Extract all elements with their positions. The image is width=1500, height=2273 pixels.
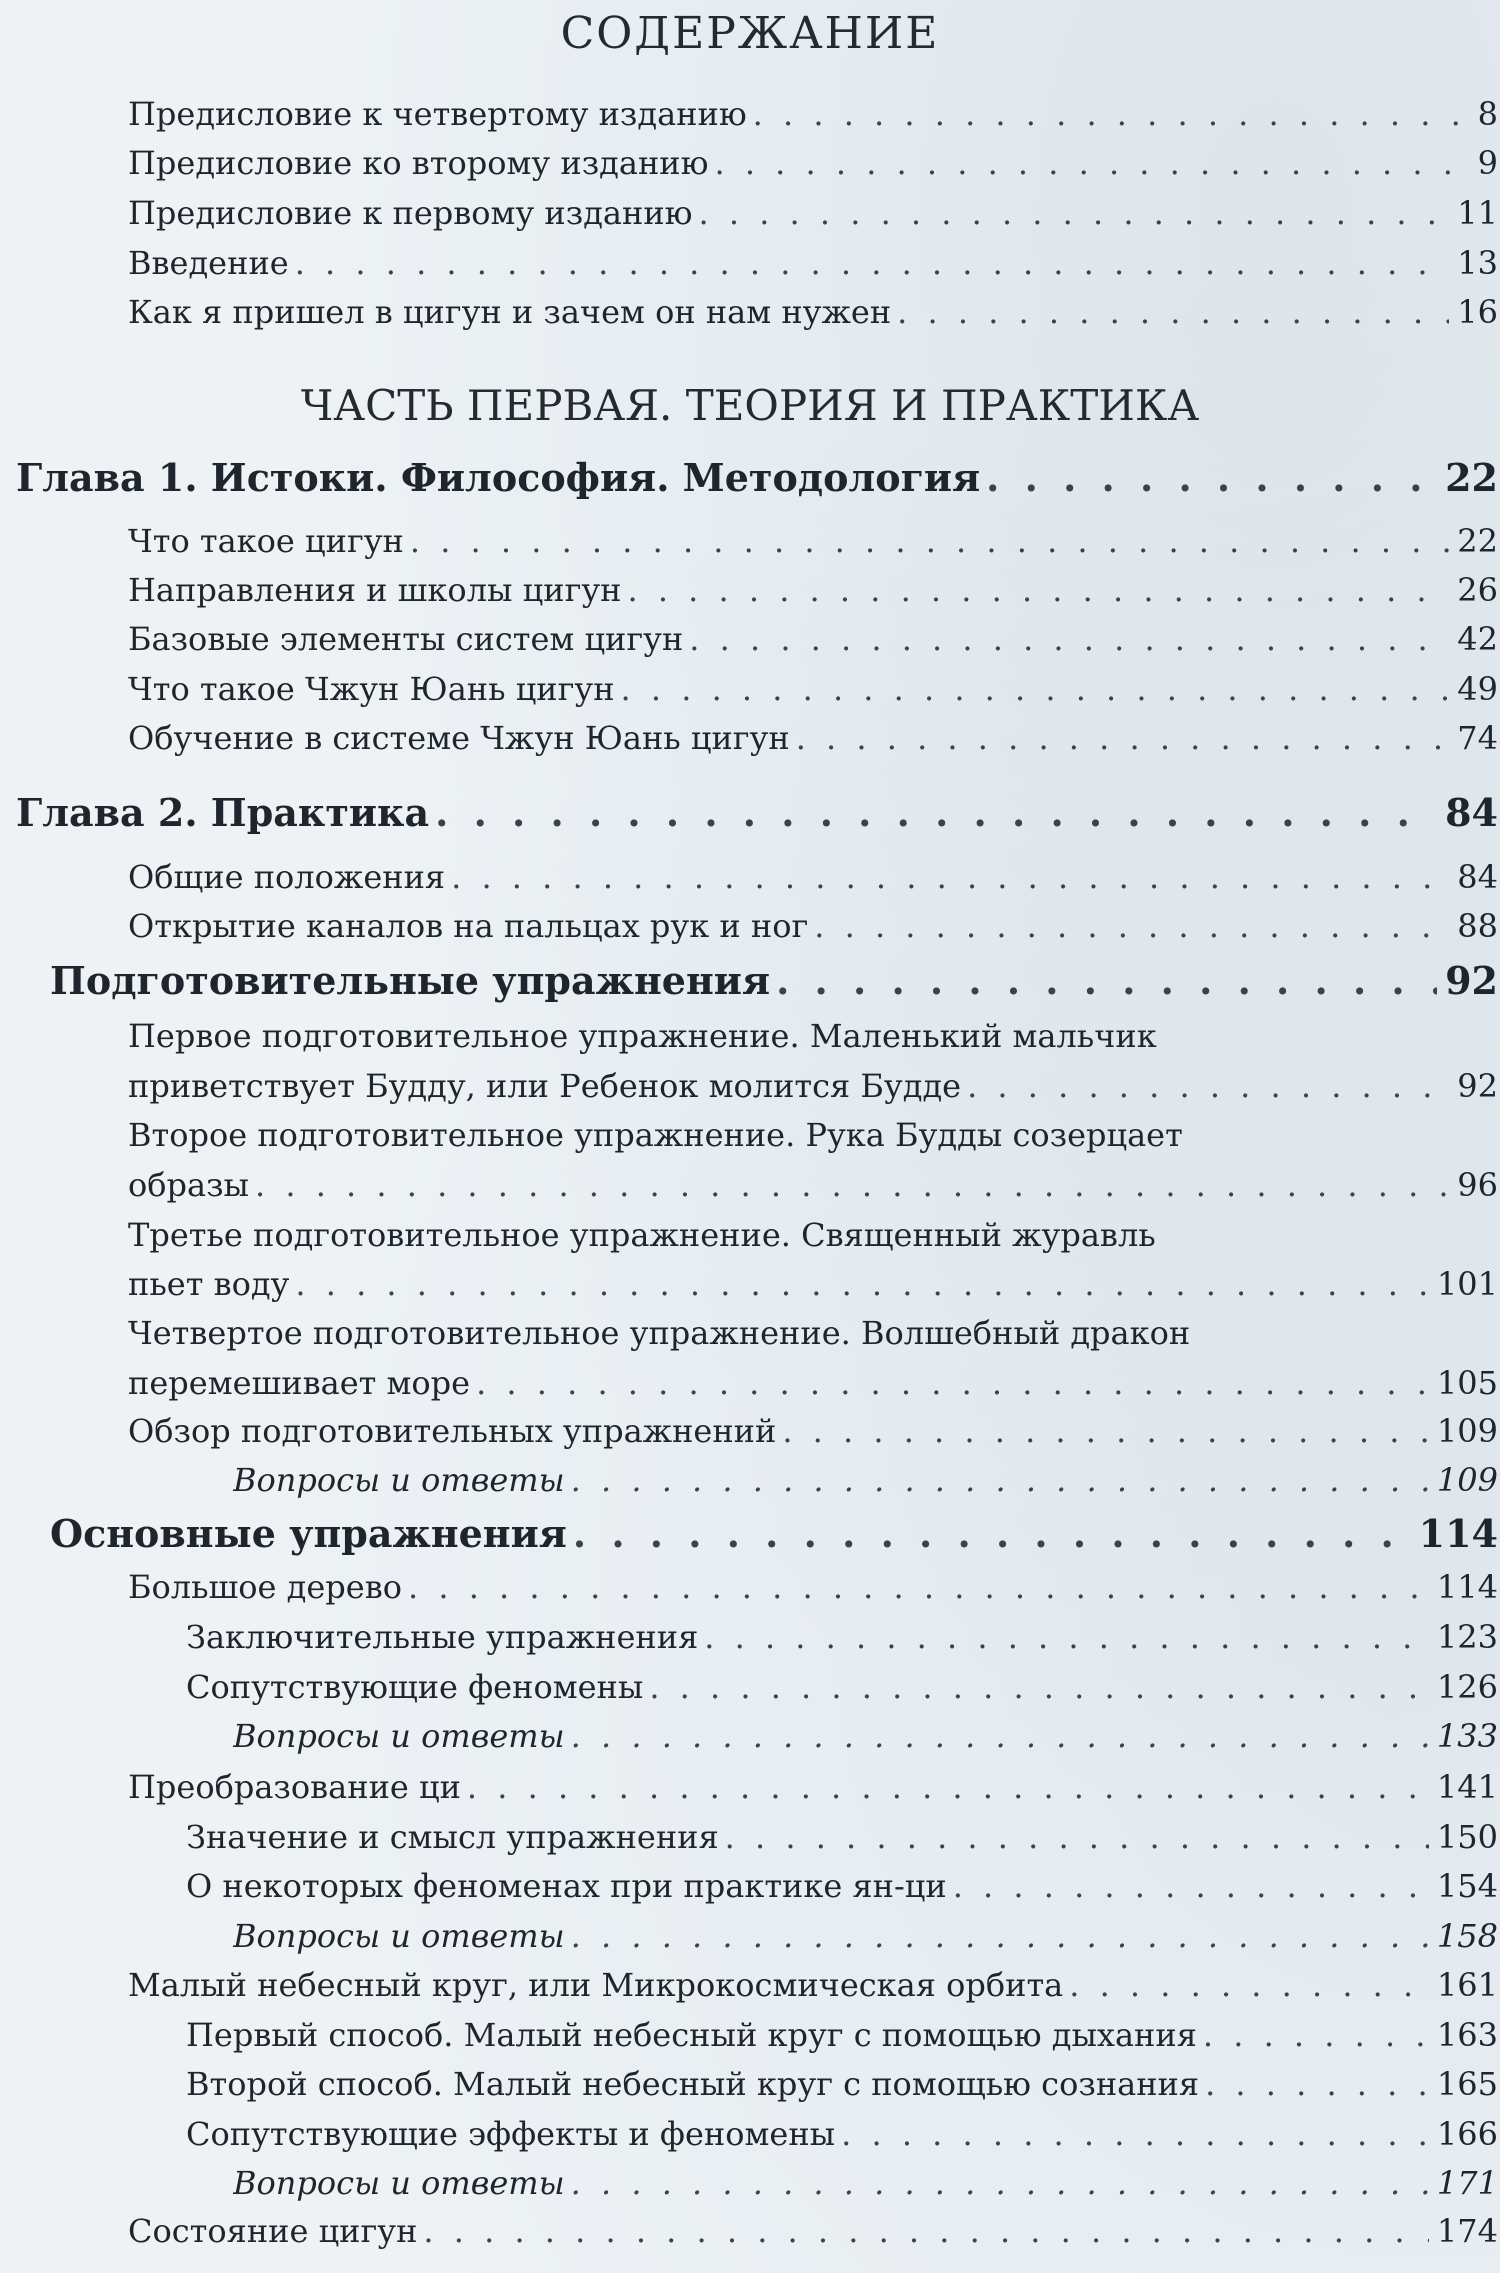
toc-entry bbox=[128, 194, 1498, 232]
chapter-page: 84 bbox=[1445, 790, 1498, 835]
toc-entry-title: Вопросы и ответы bbox=[233, 1917, 565, 1955]
toc-entry-title: Сопутствующие феномены bbox=[186, 1668, 644, 1706]
toc-entry-title: Предисловие ко второму изданию bbox=[128, 144, 709, 182]
toc-entry-title: Направления и школы цигун bbox=[128, 571, 622, 609]
toc-entry bbox=[186, 2065, 1498, 2103]
toc-entry-title: Состояние цигун bbox=[128, 2212, 418, 2250]
toc-entry bbox=[128, 2212, 1498, 2250]
dot-leader bbox=[295, 244, 1450, 282]
toc-entry-title: Общие положения bbox=[128, 858, 446, 896]
toc-entry-page: 26 bbox=[1457, 571, 1498, 609]
toc-entry-page: 165 bbox=[1436, 2065, 1498, 2103]
dot-leader bbox=[571, 1717, 1429, 1755]
toc-entry-page: 74 bbox=[1457, 719, 1498, 757]
toc-entry bbox=[128, 670, 1498, 708]
toc-entry-page: 161 bbox=[1436, 1966, 1498, 2004]
section-entry bbox=[50, 1511, 1498, 1556]
dot-leader bbox=[704, 1618, 1429, 1656]
dot-leader bbox=[649, 1668, 1429, 1706]
toc-entry-title: Как я пришел в цигун и зачем он нам нужен bbox=[128, 293, 892, 331]
toc-entry-title: Открытие каналов на пальцах рук и ног bbox=[128, 907, 809, 945]
toc-entry-page: 166 bbox=[1436, 2115, 1498, 2153]
dot-leader bbox=[255, 1166, 1449, 1204]
toc-entry-page: 9 bbox=[1477, 144, 1498, 182]
section-entry bbox=[50, 958, 1498, 1003]
toc-entry-title: перемешивает море bbox=[128, 1364, 471, 1402]
toc-entry bbox=[233, 1461, 1498, 1499]
dot-leader bbox=[953, 1867, 1429, 1905]
part-title: ЧАСТЬ ПЕРВАЯ. ТЕОРИЯ И ПРАКТИКА bbox=[300, 381, 1200, 430]
dot-leader bbox=[410, 522, 1449, 560]
dot-leader bbox=[451, 858, 1449, 896]
toc-entry bbox=[186, 2016, 1498, 2054]
toc-entry-title-line1: Первое подготовительное упражнение. Маленький мальчик bbox=[128, 1017, 1157, 1055]
dot-leader bbox=[776, 958, 1437, 1003]
dot-leader bbox=[725, 1818, 1429, 1856]
toc-entry-title-line1: Второе подготовительное упражнение. Рука Будды созерцает bbox=[128, 1116, 1183, 1154]
toc-entry-page: 123 bbox=[1436, 1618, 1498, 1656]
section-page: 92 bbox=[1445, 958, 1498, 1003]
toc-entry-page: 105 bbox=[1436, 1364, 1498, 1402]
toc-entry-title: образы bbox=[128, 1166, 250, 1204]
toc-entry-page: 171 bbox=[1436, 2164, 1498, 2202]
dot-leader bbox=[689, 620, 1449, 658]
dot-leader bbox=[435, 790, 1437, 835]
section-title: Основные упражнения bbox=[50, 1511, 567, 1556]
dot-leader bbox=[814, 907, 1449, 945]
toc-entry-page: 150 bbox=[1436, 1818, 1498, 1856]
toc-entry-page: 96 bbox=[1457, 1166, 1498, 1204]
chapter-title: Глава 1. Истоки. Философия. Методология bbox=[16, 455, 981, 500]
dot-leader bbox=[967, 1067, 1449, 1105]
dot-leader bbox=[1069, 1966, 1429, 2004]
toc-entry bbox=[128, 719, 1498, 757]
toc-entry-title: Сопутствующие эффекты и феномены bbox=[186, 2115, 836, 2153]
dot-leader bbox=[476, 1364, 1429, 1402]
toc-entry-page: 13 bbox=[1457, 244, 1498, 282]
dot-leader bbox=[714, 144, 1469, 182]
toc-entry bbox=[128, 907, 1498, 945]
dot-leader bbox=[423, 2212, 1429, 2250]
dot-leader bbox=[571, 2164, 1429, 2202]
contents-title: СОДЕРЖАНИЕ bbox=[560, 8, 940, 59]
toc-entry bbox=[186, 2115, 1498, 2153]
toc-entry bbox=[128, 1568, 1498, 1606]
toc-entry bbox=[128, 522, 1498, 560]
toc-entry-page: 16 bbox=[1457, 293, 1498, 331]
toc-entry-page: 133 bbox=[1436, 1717, 1498, 1755]
toc-entry bbox=[128, 620, 1498, 658]
toc-entry-title: Обзор подготовительных упражнений bbox=[128, 1412, 777, 1450]
toc-entry-title: Малый небесный круг, или Микрокосмическая орбита bbox=[128, 1966, 1064, 2004]
toc-entry-title: Предисловие к первому изданию bbox=[128, 194, 693, 232]
toc-entry bbox=[186, 1668, 1498, 1706]
toc-entry bbox=[128, 1966, 1498, 2004]
dot-leader bbox=[621, 670, 1450, 708]
dot-leader bbox=[467, 1768, 1429, 1806]
toc-entry-page: 109 bbox=[1436, 1461, 1498, 1499]
dot-leader bbox=[699, 194, 1450, 232]
toc-entry-page: 158 bbox=[1436, 1917, 1498, 1955]
dot-leader bbox=[571, 1461, 1429, 1499]
toc-entry-title: Вопросы и ответы bbox=[233, 1461, 565, 1499]
dot-leader bbox=[295, 1265, 1429, 1303]
dot-leader bbox=[986, 455, 1437, 500]
toc-entry-title: Предисловие к четвертому изданию bbox=[128, 95, 747, 133]
toc-entry-title: приветствует Будду, или Ребенок молится Будде bbox=[128, 1067, 962, 1105]
toc-entry-page: 141 bbox=[1436, 1768, 1498, 1806]
toc-entry-title: Обучение в системе Чжун Юань цигун bbox=[128, 719, 790, 757]
toc-entry bbox=[233, 1917, 1498, 1955]
toc-entry bbox=[186, 1618, 1498, 1656]
toc-entry bbox=[128, 293, 1498, 331]
chapter-page: 22 bbox=[1445, 455, 1498, 500]
dot-leader bbox=[796, 719, 1450, 757]
toc-entry bbox=[128, 144, 1498, 182]
toc-entry bbox=[233, 2164, 1498, 2202]
toc-entry-title: Первый способ. Малый небесный круг с помощью дыхания bbox=[186, 2016, 1197, 2054]
toc-entry bbox=[186, 1867, 1498, 1905]
section-title: Подготовительные упражнения bbox=[50, 958, 771, 1003]
chapter-entry bbox=[16, 455, 1498, 500]
toc-entry-title: Вопросы и ответы bbox=[233, 1717, 565, 1755]
toc-entry-page: 49 bbox=[1457, 670, 1498, 708]
toc-entry-page: 163 bbox=[1436, 2016, 1498, 2054]
toc-entry-title: Большое дерево bbox=[128, 1568, 402, 1606]
toc-entry bbox=[128, 1265, 1498, 1303]
toc-entry-page: 88 bbox=[1457, 907, 1498, 945]
dot-leader bbox=[573, 1511, 1411, 1556]
toc-entry-page: 114 bbox=[1436, 1568, 1498, 1606]
toc-entry-page: 92 bbox=[1457, 1067, 1498, 1105]
toc-entry bbox=[128, 95, 1498, 133]
toc-entry-title: Введение bbox=[128, 244, 289, 282]
toc-entry bbox=[128, 1412, 1498, 1450]
dot-leader bbox=[1205, 2065, 1429, 2103]
dot-leader bbox=[841, 2115, 1429, 2153]
toc-entry-page: 42 bbox=[1457, 620, 1498, 658]
toc-entry bbox=[128, 858, 1498, 896]
dot-leader bbox=[1203, 2016, 1429, 2054]
dot-leader bbox=[571, 1917, 1429, 1955]
toc-entry-title: Второй способ. Малый небесный круг с помощью сознания bbox=[186, 2065, 1200, 2103]
toc-entry-page: 101 bbox=[1436, 1265, 1498, 1303]
toc-entry-page: 22 bbox=[1457, 522, 1498, 560]
toc-entry-title: Что такое цигун bbox=[128, 522, 404, 560]
toc-entry bbox=[186, 1818, 1498, 1856]
toc-entry-title: Что такое Чжун Юань цигун bbox=[128, 670, 615, 708]
section-page: 114 bbox=[1418, 1511, 1498, 1556]
toc-entry-title: Вопросы и ответы bbox=[233, 2164, 565, 2202]
toc-entry-title-line1: Четвертое подготовительное упражнение. Волшебный дракон bbox=[128, 1314, 1191, 1352]
toc-entry bbox=[128, 1166, 1498, 1204]
toc-entry-page: 84 bbox=[1457, 858, 1498, 896]
toc-entry-page: 154 bbox=[1436, 1867, 1498, 1905]
chapter-title: Глава 2. Практика bbox=[16, 790, 430, 835]
toc-entry-title: Значение и смысл упражнения bbox=[186, 1818, 719, 1856]
dot-leader bbox=[897, 293, 1449, 331]
toc-entry-page: 11 bbox=[1457, 194, 1498, 232]
toc-entry bbox=[128, 1067, 1498, 1105]
toc-entry-title: Заключительные упражнения bbox=[186, 1618, 699, 1656]
toc-entry bbox=[128, 1364, 1498, 1402]
toc-entry bbox=[233, 1717, 1498, 1755]
dot-leader bbox=[753, 95, 1470, 133]
toc-entry-page: 174 bbox=[1436, 2212, 1498, 2250]
dot-leader bbox=[408, 1568, 1429, 1606]
dot-leader bbox=[627, 571, 1449, 609]
toc-entry bbox=[128, 571, 1498, 609]
toc-entry-title: О некоторых феноменах при практике ян-ци bbox=[186, 1867, 947, 1905]
toc-entry-title-line1: Третье подготовительное упражнение. Священный журавль bbox=[128, 1216, 1156, 1254]
toc-entry-title: Преобразование ци bbox=[128, 1768, 461, 1806]
chapter-entry bbox=[16, 790, 1498, 835]
toc-entry-title: Базовые элементы систем цигун bbox=[128, 620, 684, 658]
toc-entry bbox=[128, 1768, 1498, 1806]
toc-entry-page: 8 bbox=[1477, 95, 1498, 133]
toc-entry-page: 126 bbox=[1436, 1668, 1498, 1706]
dot-leader bbox=[782, 1412, 1429, 1450]
toc-entry-title: пьет воду bbox=[128, 1265, 290, 1303]
toc-entry-page: 109 bbox=[1436, 1412, 1498, 1450]
toc-entry bbox=[128, 244, 1498, 282]
